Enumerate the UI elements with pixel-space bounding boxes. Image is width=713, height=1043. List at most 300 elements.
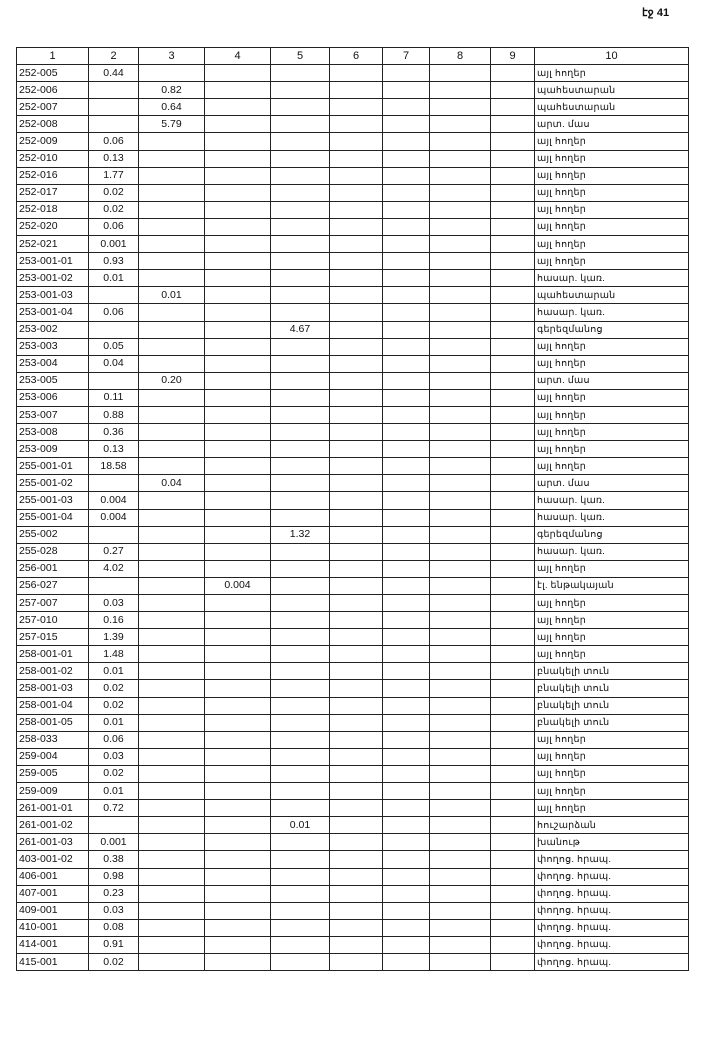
cell-col-9	[491, 150, 535, 167]
cell-col-8	[430, 287, 491, 304]
cell-col-8	[430, 458, 491, 475]
cell-col-9	[491, 577, 535, 594]
cell-col-8	[430, 748, 491, 765]
cell-col-9	[491, 270, 535, 287]
cell-col-3	[139, 936, 205, 953]
cell-col-8	[430, 236, 491, 253]
cell-col-4	[205, 82, 271, 99]
cell-col-1: 252-020	[17, 218, 89, 235]
cell-col-1: 261-001-03	[17, 834, 89, 851]
cell-col-10: այլ հողեր	[535, 560, 689, 577]
cell-col-9	[491, 492, 535, 509]
cell-col-4	[205, 663, 271, 680]
cell-col-5	[271, 372, 330, 389]
cell-col-7	[383, 936, 430, 953]
table-row	[17, 287, 689, 304]
cell-col-10: այլ հողեր	[535, 201, 689, 218]
cell-col-3	[139, 714, 205, 731]
cell-col-9	[491, 253, 535, 270]
cell-col-3	[139, 150, 205, 167]
cell-col-2: 1.77	[89, 167, 139, 184]
cell-col-5	[271, 577, 330, 594]
cell-col-10: այլ հողեր	[535, 800, 689, 817]
table-header	[17, 48, 689, 65]
cell-col-9	[491, 936, 535, 953]
table-row	[17, 82, 689, 99]
cell-col-3	[139, 355, 205, 372]
cell-col-5: 4.67	[271, 321, 330, 338]
cell-col-10: պահեստարան	[535, 82, 689, 99]
cell-col-6	[330, 65, 383, 82]
cell-col-3	[139, 526, 205, 543]
cell-col-2: 0.06	[89, 304, 139, 321]
cell-col-10: այլ հողեր	[535, 765, 689, 782]
cell-col-8	[430, 714, 491, 731]
cell-col-1: 259-005	[17, 765, 89, 782]
cell-col-9	[491, 509, 535, 526]
cell-col-6	[330, 765, 383, 782]
cell-col-10: փողոց. հրապ.	[535, 851, 689, 868]
cell-col-10: այլ հողեր	[535, 646, 689, 663]
cell-col-7	[383, 236, 430, 253]
cell-col-10: փողոց. հրապ.	[535, 919, 689, 936]
cell-col-7	[383, 167, 430, 184]
cell-col-7	[383, 543, 430, 560]
cell-col-6	[330, 936, 383, 953]
cell-col-8	[430, 201, 491, 218]
table-row	[17, 236, 689, 253]
cell-col-3	[139, 492, 205, 509]
cell-col-7	[383, 253, 430, 270]
cell-col-8	[430, 629, 491, 646]
cell-col-8	[430, 885, 491, 902]
cell-col-10: փողոց. հրապ.	[535, 936, 689, 953]
table-row	[17, 184, 689, 201]
cell-col-6	[330, 167, 383, 184]
cell-col-2: 0.02	[89, 201, 139, 218]
cell-col-4	[205, 389, 271, 406]
cell-col-9	[491, 82, 535, 99]
cell-col-3	[139, 697, 205, 714]
cell-col-8	[430, 184, 491, 201]
cell-col-10: հասար. կառ.	[535, 492, 689, 509]
cell-col-5	[271, 560, 330, 577]
cell-col-9	[491, 475, 535, 492]
cell-col-9	[491, 748, 535, 765]
column-header-10: 10	[535, 48, 689, 65]
cell-col-4	[205, 441, 271, 458]
cell-col-3	[139, 868, 205, 885]
cell-col-1: 253-005	[17, 372, 89, 389]
cell-col-6	[330, 697, 383, 714]
cell-col-10: հուշարձան	[535, 817, 689, 834]
cell-col-2	[89, 577, 139, 594]
table-row	[17, 953, 689, 970]
cell-col-2: 0.02	[89, 184, 139, 201]
cell-col-1: 258-001-03	[17, 680, 89, 697]
cell-col-4	[205, 270, 271, 287]
cell-col-3	[139, 748, 205, 765]
cell-col-6	[330, 321, 383, 338]
cell-col-4	[205, 560, 271, 577]
cell-col-10: էլ. ենթակայան	[535, 577, 689, 594]
cell-col-4	[205, 731, 271, 748]
table-row	[17, 765, 689, 782]
cell-col-6	[330, 953, 383, 970]
cell-col-7	[383, 885, 430, 902]
cell-col-5	[271, 65, 330, 82]
cell-col-3: 5.79	[139, 116, 205, 133]
cell-col-2: 0.44	[89, 65, 139, 82]
cell-col-1: 252-006	[17, 82, 89, 99]
cell-col-2: 0.02	[89, 680, 139, 697]
column-header-4: 4	[205, 48, 271, 65]
cell-col-4	[205, 201, 271, 218]
column-header-9: 9	[491, 48, 535, 65]
cell-col-6	[330, 458, 383, 475]
cell-col-10: բնակելի տուն	[535, 714, 689, 731]
cell-col-5	[271, 509, 330, 526]
cell-col-7	[383, 902, 430, 919]
cell-col-1: 256-027	[17, 577, 89, 594]
cell-col-8	[430, 834, 491, 851]
table-row	[17, 731, 689, 748]
cell-col-2: 0.06	[89, 218, 139, 235]
cell-col-8	[430, 338, 491, 355]
table-row	[17, 783, 689, 800]
cell-col-1: 252-016	[17, 167, 89, 184]
cell-col-5	[271, 680, 330, 697]
cell-col-9	[491, 697, 535, 714]
table-row	[17, 338, 689, 355]
cell-col-6	[330, 389, 383, 406]
table-row	[17, 253, 689, 270]
cell-col-3	[139, 543, 205, 560]
cell-col-2: 0.72	[89, 800, 139, 817]
cell-col-7	[383, 201, 430, 218]
cell-col-1: 253-008	[17, 424, 89, 441]
cell-col-3: 0.64	[139, 99, 205, 116]
cell-col-7	[383, 492, 430, 509]
cell-col-8	[430, 612, 491, 629]
cell-col-1: 253-001-04	[17, 304, 89, 321]
cell-col-1: 253-001-02	[17, 270, 89, 287]
cell-col-10: այլ հողեր	[535, 253, 689, 270]
cell-col-4	[205, 338, 271, 355]
cell-col-3	[139, 817, 205, 834]
cell-col-6	[330, 287, 383, 304]
cell-col-3	[139, 765, 205, 782]
cell-col-8	[430, 270, 491, 287]
cell-col-5	[271, 304, 330, 321]
cell-col-9	[491, 321, 535, 338]
cell-col-1: 256-001	[17, 560, 89, 577]
cell-col-5: 0.01	[271, 817, 330, 834]
table-body	[17, 65, 689, 971]
cell-col-1: 252-021	[17, 236, 89, 253]
cell-col-2: 0.06	[89, 133, 139, 150]
cell-col-3	[139, 919, 205, 936]
cell-col-9	[491, 902, 535, 919]
cell-col-10: փողոց. հրապ.	[535, 868, 689, 885]
table-row	[17, 65, 689, 82]
cell-col-8	[430, 868, 491, 885]
cell-col-8	[430, 765, 491, 782]
cell-col-10: հասար. կառ.	[535, 509, 689, 526]
cell-col-9	[491, 543, 535, 560]
cell-col-3	[139, 441, 205, 458]
cell-col-1: 257-010	[17, 612, 89, 629]
cell-col-9	[491, 458, 535, 475]
cell-col-4	[205, 355, 271, 372]
cell-col-6	[330, 150, 383, 167]
cell-col-4	[205, 697, 271, 714]
cell-col-2: 0.23	[89, 885, 139, 902]
cell-col-9	[491, 680, 535, 697]
cell-col-5	[271, 697, 330, 714]
cell-col-2: 4.02	[89, 560, 139, 577]
cell-col-8	[430, 560, 491, 577]
cell-col-7	[383, 800, 430, 817]
cell-col-1: 252-018	[17, 201, 89, 218]
cell-col-1: 409-001	[17, 902, 89, 919]
cell-col-9	[491, 595, 535, 612]
cell-col-2	[89, 99, 139, 116]
cell-col-6	[330, 338, 383, 355]
table-row	[17, 697, 689, 714]
cell-col-8	[430, 543, 491, 560]
cell-col-8	[430, 577, 491, 594]
cell-col-1: 253-001-01	[17, 253, 89, 270]
cell-col-2	[89, 82, 139, 99]
cell-col-2: 0.11	[89, 389, 139, 406]
cell-col-4	[205, 133, 271, 150]
cell-col-3	[139, 424, 205, 441]
cell-col-10: այլ հողեր	[535, 338, 689, 355]
cell-col-5	[271, 150, 330, 167]
column-header-1: 1	[17, 48, 89, 65]
cell-col-4	[205, 492, 271, 509]
column-header-5: 5	[271, 48, 330, 65]
cell-col-6	[330, 406, 383, 423]
cell-col-8	[430, 595, 491, 612]
cell-col-6	[330, 834, 383, 851]
cell-col-2: 0.02	[89, 697, 139, 714]
cell-col-8	[430, 680, 491, 697]
cell-col-8	[430, 321, 491, 338]
cell-col-2: 0.91	[89, 936, 139, 953]
cell-col-5	[271, 389, 330, 406]
cell-col-5	[271, 885, 330, 902]
table-row	[17, 270, 689, 287]
cell-col-1: 259-009	[17, 783, 89, 800]
cell-col-5	[271, 714, 330, 731]
cell-col-5	[271, 441, 330, 458]
cell-col-7	[383, 680, 430, 697]
cell-col-8	[430, 441, 491, 458]
cell-col-9	[491, 338, 535, 355]
cell-col-10: այլ հողեր	[535, 629, 689, 646]
table-row	[17, 201, 689, 218]
cell-col-3: 0.01	[139, 287, 205, 304]
table-row	[17, 629, 689, 646]
cell-col-9	[491, 919, 535, 936]
cell-col-9	[491, 953, 535, 970]
cell-col-2: 1.39	[89, 629, 139, 646]
cell-col-10: այլ հողեր	[535, 731, 689, 748]
cell-col-4	[205, 936, 271, 953]
cell-col-1: 257-007	[17, 595, 89, 612]
table-row	[17, 680, 689, 697]
cell-col-2: 0.03	[89, 902, 139, 919]
cell-col-8	[430, 218, 491, 235]
cell-col-9	[491, 714, 535, 731]
cell-col-2: 0.13	[89, 441, 139, 458]
cell-col-8	[430, 82, 491, 99]
cell-col-10: այլ հողեր	[535, 236, 689, 253]
cell-col-1: 410-001	[17, 919, 89, 936]
cell-col-8	[430, 697, 491, 714]
cell-col-7	[383, 99, 430, 116]
cell-col-3	[139, 834, 205, 851]
cell-col-5	[271, 236, 330, 253]
cell-col-8	[430, 99, 491, 116]
cell-col-3	[139, 663, 205, 680]
cell-col-9	[491, 834, 535, 851]
table-row	[17, 116, 689, 133]
cell-col-3	[139, 577, 205, 594]
cell-col-6	[330, 372, 383, 389]
cell-col-9	[491, 287, 535, 304]
cell-col-9	[491, 441, 535, 458]
cell-col-4	[205, 595, 271, 612]
cell-col-5	[271, 851, 330, 868]
cell-col-1: 255-001-02	[17, 475, 89, 492]
cell-col-10: այլ հողեր	[535, 783, 689, 800]
cell-col-1: 403-001-02	[17, 851, 89, 868]
cell-col-9	[491, 167, 535, 184]
cell-col-9	[491, 560, 535, 577]
cell-col-6	[330, 475, 383, 492]
cell-col-4	[205, 65, 271, 82]
cell-col-10: այլ հողեր	[535, 748, 689, 765]
cell-col-3	[139, 629, 205, 646]
cell-col-8	[430, 526, 491, 543]
cell-col-4	[205, 851, 271, 868]
cell-col-10: հասար. կառ.	[535, 543, 689, 560]
cell-col-5	[271, 936, 330, 953]
cell-col-5	[271, 167, 330, 184]
column-header-8: 8	[430, 48, 491, 65]
cell-col-4	[205, 543, 271, 560]
cell-col-2: 0.02	[89, 765, 139, 782]
cell-col-2: 0.01	[89, 714, 139, 731]
cell-col-3	[139, 731, 205, 748]
cell-col-10: այլ հողեր	[535, 167, 689, 184]
cell-col-6	[330, 595, 383, 612]
cell-col-7	[383, 184, 430, 201]
table-row	[17, 355, 689, 372]
cell-col-9	[491, 646, 535, 663]
table-row	[17, 714, 689, 731]
cell-col-1: 253-009	[17, 441, 89, 458]
cell-col-9	[491, 133, 535, 150]
cell-col-2	[89, 817, 139, 834]
cell-col-7	[383, 304, 430, 321]
cell-col-2: 0.04	[89, 355, 139, 372]
cell-col-3	[139, 406, 205, 423]
cell-col-5	[271, 953, 330, 970]
cell-col-5	[271, 800, 330, 817]
cell-col-6	[330, 783, 383, 800]
cell-col-1: 258-001-02	[17, 663, 89, 680]
cell-col-6	[330, 851, 383, 868]
cell-col-3	[139, 218, 205, 235]
cell-col-4	[205, 509, 271, 526]
cell-col-2: 0.05	[89, 338, 139, 355]
cell-col-1: 252-008	[17, 116, 89, 133]
cell-col-7	[383, 441, 430, 458]
cell-col-9	[491, 663, 535, 680]
cell-col-4	[205, 406, 271, 423]
cell-col-10: այլ հողեր	[535, 458, 689, 475]
cell-col-2	[89, 321, 139, 338]
table-row	[17, 492, 689, 509]
cell-col-5	[271, 253, 330, 270]
cell-col-9	[491, 612, 535, 629]
cell-col-3	[139, 851, 205, 868]
cell-col-1: 415-001	[17, 953, 89, 970]
cell-col-3: 0.82	[139, 82, 205, 99]
cell-col-6	[330, 663, 383, 680]
cell-col-7	[383, 731, 430, 748]
cell-col-7	[383, 218, 430, 235]
cell-col-3	[139, 680, 205, 697]
cell-col-1: 259-004	[17, 748, 89, 765]
cell-col-8	[430, 851, 491, 868]
cell-col-3	[139, 167, 205, 184]
table-row	[17, 406, 689, 423]
cell-col-5	[271, 116, 330, 133]
cell-col-7	[383, 817, 430, 834]
cell-col-10: պահեստարան	[535, 287, 689, 304]
cell-col-8	[430, 304, 491, 321]
cell-col-4	[205, 526, 271, 543]
cell-col-2	[89, 526, 139, 543]
cell-col-4: 0.004	[205, 577, 271, 594]
cell-col-1: 252-005	[17, 65, 89, 82]
cell-col-7	[383, 577, 430, 594]
cell-col-3	[139, 253, 205, 270]
table-row	[17, 834, 689, 851]
cell-col-3	[139, 321, 205, 338]
cell-col-4	[205, 236, 271, 253]
page-number: էջ 41	[642, 7, 670, 19]
cell-col-10: գերեզմանոց	[535, 321, 689, 338]
cell-col-1: 255-001-01	[17, 458, 89, 475]
cell-col-7	[383, 458, 430, 475]
cell-col-5	[271, 543, 330, 560]
cell-col-7	[383, 714, 430, 731]
cell-col-7	[383, 612, 430, 629]
cell-col-4	[205, 167, 271, 184]
cell-col-4	[205, 218, 271, 235]
table-row	[17, 150, 689, 167]
cell-col-8	[430, 817, 491, 834]
cell-col-2	[89, 475, 139, 492]
cell-col-6	[330, 526, 383, 543]
cell-col-7	[383, 851, 430, 868]
